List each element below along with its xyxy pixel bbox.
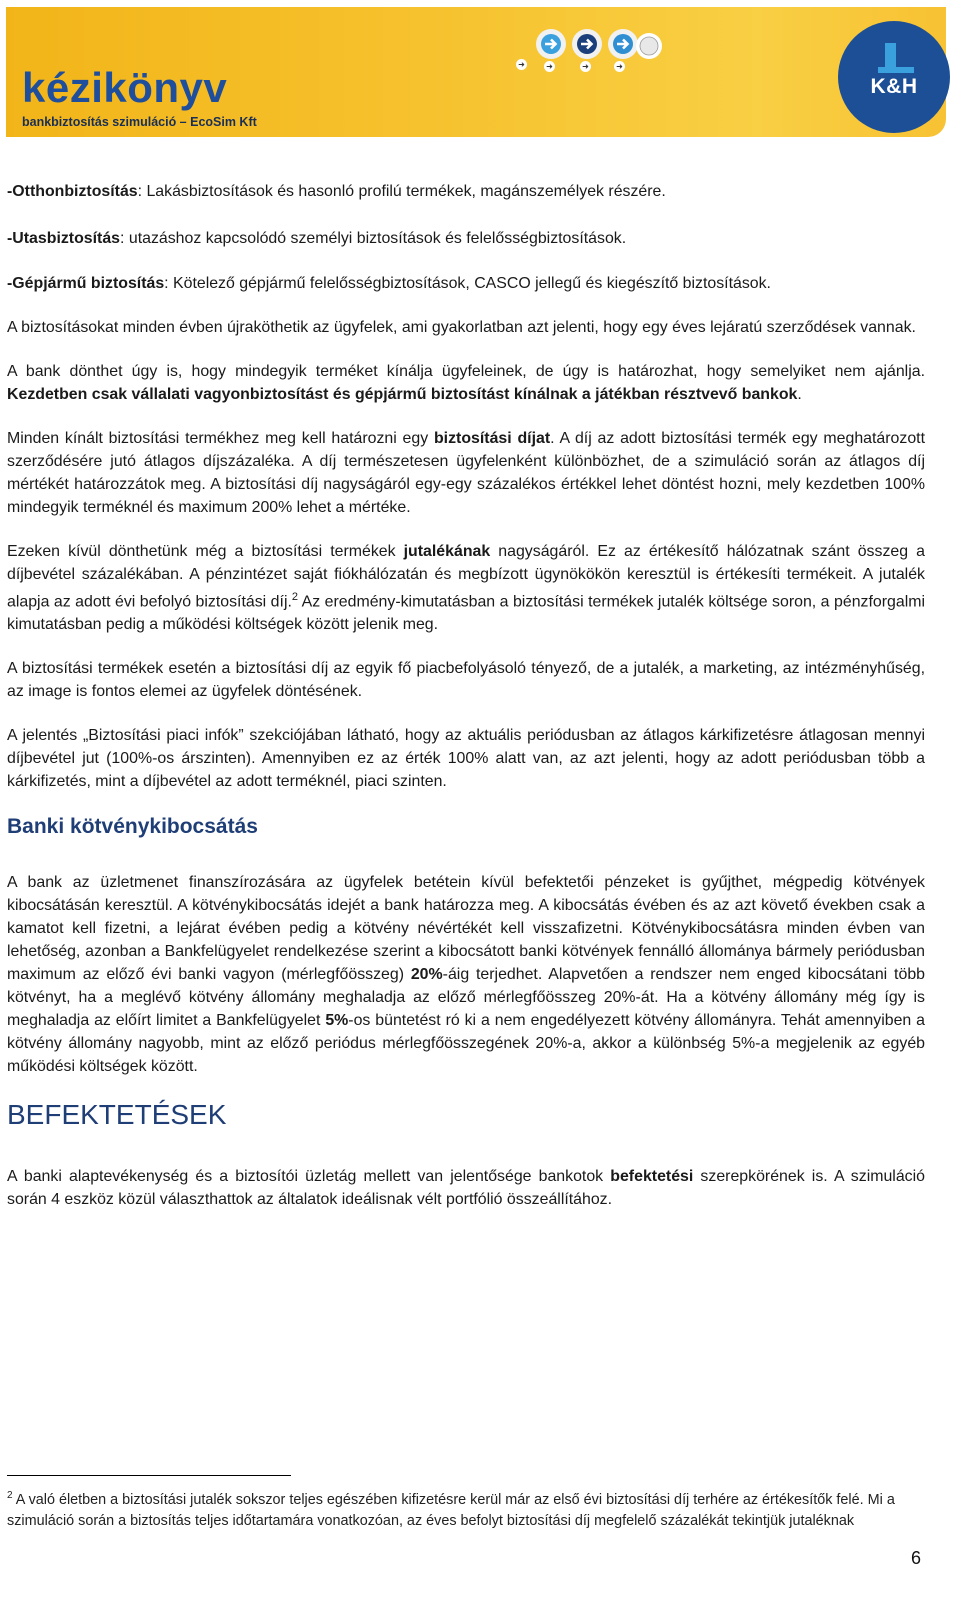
paragraph-text: Ezeken kívül dönthetünk még a biztosítási termékek (7, 543, 404, 560)
section-heading-investments: BEFEKTETÉSEK (7, 1099, 227, 1131)
small-arrow-icon: ➜ (614, 61, 625, 72)
term-commission: jutalékának (403, 543, 491, 560)
paragraph (7, 871, 925, 1078)
term-investment: befektetési (610, 1168, 694, 1186)
paragraph (7, 360, 925, 406)
arrow-right-icon (572, 29, 602, 59)
footnote-reference[interactable]: 2 (291, 591, 299, 603)
paragraph-text: . (797, 386, 802, 403)
round-badge-icon (636, 33, 662, 59)
paragraph: A biztosítási termékek esetén a biztosítási díj az egyik fő piacbefolyásoló tényező, de a jutalék, a marketing, az intézményhűség, az image is fontos elemei az ügyfelek döntésének. (7, 660, 925, 701)
paragraph-text: . A díj az adott biztosítási termék egy meghatározott szerződésére jutó átlagos díjszázaléka. A díj természetesen ügyfelenként különbözhet, de a szimuláció során az átlagos díj mértékét határozzátok meg. A biztosítási díj nagyságáról egy-egy százalékos értékkel lehet döntést hozni, mely kezdetben 100% mindegyik terméknél és maximum 200% lehet a mértéke. (7, 430, 925, 516)
section-heading-bonds: Banki kötvénykibocsátás (7, 815, 258, 839)
document-body (7, 180, 925, 1232)
arrow-right-icon (536, 29, 566, 59)
small-arrow-icon: ➜ (544, 61, 555, 72)
paragraph-text: Minden kínált biztosítási termékhez meg kell határozni egy (7, 430, 434, 447)
term-insurance-fee: biztosítási díjat (433, 430, 551, 447)
paragraph (7, 540, 925, 636)
paragraph (7, 1165, 925, 1211)
paragraph-text: -áig terjedhet. Alapvetően a rendszer nem enged kibocsátani több kötvényt, ha a meglévő kötvény állomány meghaladja az előző mérlegfőösszeg 20%-át. Ha a kötvény állomány még így is meghaladja az előírt limitet a Bankfelügyelet (7, 966, 925, 1030)
paragraph-text: Az eredmény-kimutatásban a biztosítási termékek jutalék költsége soron, a pénzforgalmi kimutatásban pedig a működési költségek között jelenik meg. (7, 593, 925, 634)
emphasis-text: 20% (410, 966, 443, 984)
footnote-text: A való életben a biztosítási jutalék sokszor teljes egészében kifizetésre kerül már az első évi biztosítási díj terhére az értékesítők felé. Mi a szimuláció során a biztosítás teljes időtartamára vonatkozóan, az éves befolyt biztosítási díj megfelelő százalékát tekintjük jutaléknak (7, 1491, 895, 1529)
small-arrow-icon: ➜ (580, 61, 591, 72)
footnote-number: 2 (7, 1490, 13, 1501)
emphasis-text: 5% (325, 1012, 349, 1030)
document-subtitle: bankbiztosítás szimuláció – EcoSim Kft (22, 115, 257, 129)
paragraph: A biztosításokat minden évben újraköthetik az ügyfelek, ami gyakorlatban azt jelenti, hogy egy éves lejáratú szerződések vannak. (7, 319, 916, 336)
paragraph-text: A bank dönthet úgy is, hogy mindegyik terméket kínálja ügyfeleinek, de úgy is határozhat, hogy semelyiket nem ajánlja. (7, 363, 925, 380)
footnote-divider (7, 1475, 291, 1476)
paragraph (7, 180, 925, 203)
paragraph-text: -os büntetést ró ki a nem engedélyezett kötvény állományra. Tehát amennyiben a kötvény állomány nagyobb, mint az előző periódus mérlegfőösszegének 20%-a, akkor a különbség 5%-a megjelenik az egyéb működési költségek között. (7, 1012, 925, 1076)
term-vehicle-insurance: -Gépjármű biztosítás (7, 275, 165, 292)
paragraph (7, 272, 925, 295)
paragraph-text: : Kötelező gépjármű felelősségbiztosítások, CASCO jellegű és kiegészítő biztosítások. (164, 275, 771, 292)
brand-block (22, 64, 257, 129)
header-banner (6, 7, 946, 137)
term-home-insurance: -Otthonbiztosítás (7, 183, 138, 200)
document-title: kézikönyv (22, 64, 228, 111)
footnote (7, 1485, 925, 1532)
logo-text: K&H (870, 75, 918, 98)
small-arrow-icon: ➜ (516, 59, 527, 70)
paragraph-text: nagyságáról. Ez az értékesítő hálózatnak szánt összeg a díjbevétel százalékában. A pénzintézet saját fiókhálózatán és megbízott ügynökökön keresztül is értékesíti termékeit. A jutalék alapja az adott évi befolyó biztosítási díj. (7, 543, 925, 611)
paragraph-text: szerepkörének is. A szimuláció során 4 eszköz közül választhattok az általatok ideálisnak vélt portfólió összeállítához. (7, 1168, 925, 1209)
paragraph: A jelentés „Biztosítási piaci infók” szekciójában látható, hogy az aktuális periódusban az átlagos kárkifizetésre átlagosan mennyi díjbevétel jut (100%-os árszinten). Amennyiben ez az érték 100% alatt van, az azt jelenti, hogy az adott periódusban több a kárkifizetés, mint a díjbevétel az adott terméknél, piaci szinten. (7, 727, 925, 791)
kh-logo (838, 21, 950, 133)
page-number: 6 (911, 1548, 922, 1568)
emphasis-text: Kezdetben csak vállalati vagyonbiztosítást és gépjármű biztosítást kínálnak a játékban résztvevő bankok (7, 386, 798, 403)
paragraph-text: : utazáshoz kapcsolódó személyi biztosítások és felelősségbiztosítások. (120, 230, 627, 247)
paragraph (7, 427, 925, 519)
paragraph-text: A banki alaptevékenység és a biztosítói üzletág mellett van jelentősége bankotok (7, 1168, 611, 1186)
arrow-right-icon (608, 29, 638, 59)
paragraph (7, 227, 925, 250)
term-travel-insurance: -Utasbiztosítás (7, 230, 121, 247)
paragraph-text: A bank az üzletmenet finanszírozására az ügyfelek betétein kívül befektetői pénzeket is gyűjthet, mégpedig kötvények kibocsátásán keresztül. A kötvénykibocsátás idejét a bank határozza meg. A kibocsátás évében és az azt követő években csak a kamatot kell fizetni, a lejárat évében pedig a kötvény névértékét kell visszafizetni. Kötvénykibocsátásra minden évben van lehetőség, azonban a Bankfelügyelet rendelkezése szerint a kibocsátott banki kötvények fennálló állománya bármely periódusban maximum az előző évi banki vagyon (mérlegfőösszeg) (7, 874, 925, 984)
paragraph-text: : Lakásbiztosítások és hasonló profilú termékek, magánszemélyek részére. (137, 183, 666, 200)
